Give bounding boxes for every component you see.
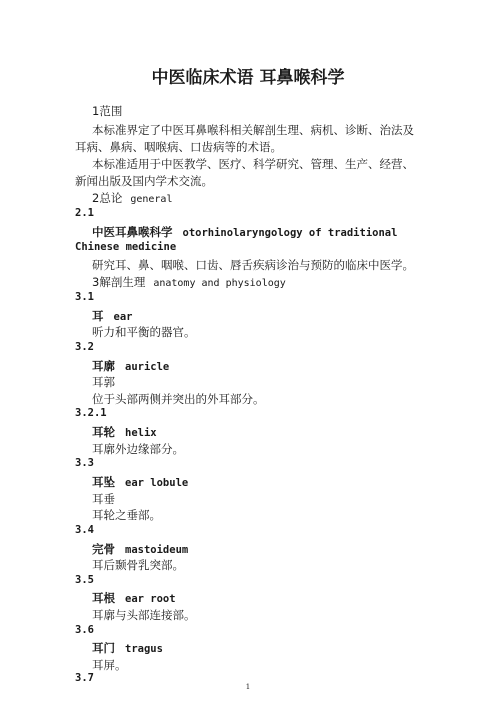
term-en-continued: Chinese medicine <box>75 241 177 253</box>
term-cn: 耳廓 <box>92 359 115 373</box>
entry-term <box>92 358 169 374</box>
term-cn: 耳轮 <box>92 425 115 439</box>
entry-definition: 耳屏。 <box>92 658 127 672</box>
section-heading-en: general <box>130 194 173 205</box>
term-cn: 完骨 <box>92 542 115 556</box>
term-en: ear root <box>125 593 176 605</box>
section-heading-text: 2总论 <box>92 191 123 205</box>
section-heading-text: 1范围 <box>92 104 123 118</box>
entry-number: 3.4 <box>75 524 94 536</box>
paragraph-line: 本标准适用于中医教学、医疗、科学研究、管理、生产、经营、 <box>92 157 414 171</box>
term-en: ear <box>113 311 133 323</box>
entry-definition: 位于头部两侧并突出的外耳部分。 <box>92 392 265 406</box>
entry-number: 2.1 <box>75 207 94 219</box>
entry-number: 3.5 <box>75 574 94 586</box>
document-title: 中医临床术语 耳鼻喉科学 <box>151 68 345 88</box>
entry-term <box>92 590 176 606</box>
section-heading-scope <box>92 103 122 119</box>
paragraph-line: 新闻出版及国内学术交流。 <box>75 174 213 188</box>
term-en: mastoideum <box>125 544 189 556</box>
entry-definition: 研究耳、鼻、咽喉、口齿、唇舌疾病诊治与预防的临床中医学。 <box>92 258 414 272</box>
term-cn: 中医耳鼻喉科学 <box>92 225 173 239</box>
term-en: tragus <box>125 643 163 655</box>
paragraph-line: 本标准界定了中医耳鼻喉科相关解剖生理、病机、诊断、治法及 <box>92 123 414 137</box>
section-heading-general <box>92 190 172 206</box>
term-cn: 耳门 <box>92 641 115 655</box>
entry-number: 3.7 <box>75 672 94 684</box>
entry-number: 3.6 <box>75 624 94 636</box>
entry-term <box>92 308 132 324</box>
section-heading-text: 3解剖生理 <box>92 275 146 289</box>
term-en: auricle <box>125 361 170 373</box>
section-heading-en: anatomy and physiology <box>153 278 286 289</box>
entry-number: 3.3 <box>75 457 94 469</box>
entry-term <box>92 424 157 440</box>
entry-term <box>92 224 397 240</box>
entry-term <box>92 474 188 490</box>
entry-definition: 听力和平衡的器官。 <box>92 325 196 339</box>
term-en: helix <box>125 427 157 439</box>
entry-synonym: 耳郭 <box>92 375 115 389</box>
paragraph-line: 耳病、鼻病、咽喉病、口齿病等的术语。 <box>75 140 282 154</box>
entry-number: 3.2.1 <box>75 407 107 419</box>
entry-definition: 耳廓与头部连接部。 <box>92 608 196 622</box>
term-en: ear lobule <box>125 477 189 489</box>
entry-synonym: 耳垂 <box>92 492 115 506</box>
page-number: 1 <box>245 683 251 691</box>
entry-term <box>92 640 163 656</box>
entry-number: 3.1 <box>75 291 94 303</box>
entry-definition: 耳廓外边缘部分。 <box>92 442 184 456</box>
entry-definition: 耳后颞骨乳突部。 <box>92 558 184 572</box>
entry-term <box>92 541 188 557</box>
term-cn: 耳坠 <box>92 475 115 489</box>
term-en: otorhinolaryngology of traditional <box>182 227 398 239</box>
term-cn: 耳根 <box>92 591 115 605</box>
section-heading-anatomy <box>92 274 286 290</box>
entry-definition: 耳轮之垂部。 <box>92 508 161 522</box>
term-cn: 耳 <box>92 309 104 323</box>
entry-number: 3.2 <box>75 341 94 353</box>
